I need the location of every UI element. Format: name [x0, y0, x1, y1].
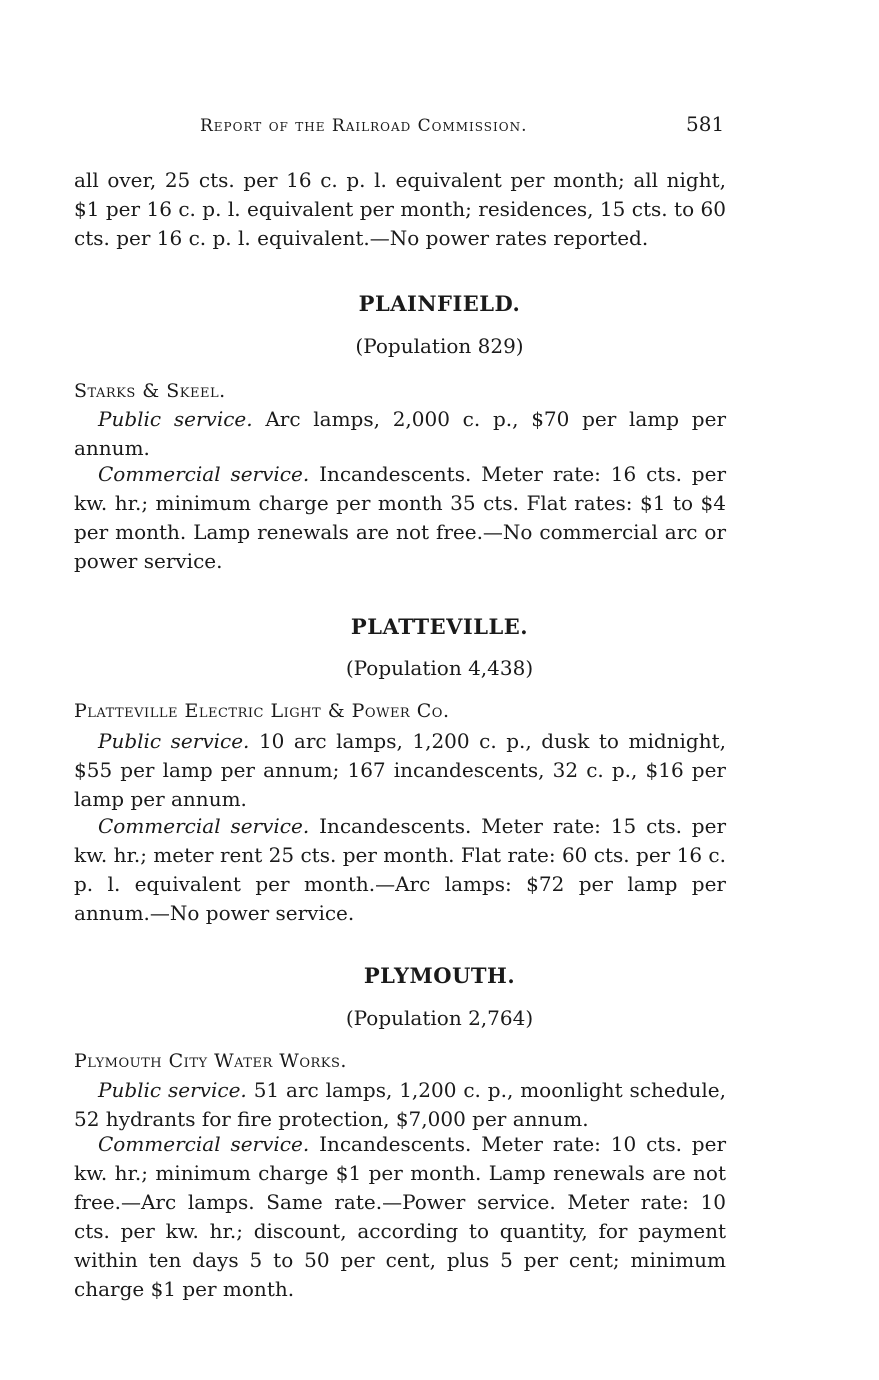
- public-service-plainfield: [74, 405, 726, 463]
- public-service-text: 51 arc lamps, 1,200 c. p., moonlight schedule, 52 hydrants for fire protection, $7,000 per annum.: [74, 1078, 727, 1131]
- commercial-service-text: Incandescents. Meter rate: 10 cts. per kw. hr.; minimum charge $1 per month. Lamp renewals are not free.—Arc lamps. Same rate.—Power service. Meter rate: 10 cts. per kw. hr.; discount, according to quantity, for payment within ten days 5 to 50 per cent, plus 5 per cent; minimum charge $1 per month.: [74, 1132, 727, 1301]
- running-header: [0, 112, 879, 142]
- commercial-service-text: Incandescents. Meter rate: 16 cts. per kw. hr.; minimum charge per month 35 cts. Flat rates: $1 to $4 per month. Lamp renewals are not free.—No commercial arc or power service.: [74, 462, 727, 573]
- company-name-plymouth: Plymouth City Water Works.: [74, 1050, 347, 1072]
- page-number: 581: [686, 112, 725, 136]
- public-service-text: Arc lamps, 2,000 c. p., $70 per lamp per annum.: [74, 407, 727, 460]
- public-service-text: 10 arc lamps, 1,200 c. p., dusk to midnight, $55 per lamp per annum; 167 incandescents, 32 c. p., $16 per lamp per annum.: [74, 729, 727, 811]
- section-heading-plymouth: PLYMOUTH.: [363, 963, 516, 988]
- running-title: Report of the Railroad Commission.: [200, 116, 528, 136]
- population-plymouth: (Population 2,764): [345, 1006, 534, 1030]
- intro-paragraph: all over, 25 cts. per 16 c. p. l. equivalent per month; all night, $1 per 16 c. p. l. equivalent per month; residences, 15 cts. to 60 cts. per 16 c. p. l. equivalent.—No power rates reported.: [74, 168, 726, 250]
- commercial-service-label: Commercial service.: [98, 1132, 310, 1156]
- commercial-service-plymouth: [74, 1130, 726, 1304]
- commercial-service-plainfield: [74, 460, 726, 576]
- commercial-service-label: Commercial service.: [98, 814, 310, 838]
- public-service-label: Public service.: [98, 1078, 247, 1102]
- population-platteville: (Population 4,438): [345, 656, 534, 680]
- company-name-plainfield: Starks & Skeel.: [74, 380, 226, 402]
- public-service-platteville: [74, 727, 726, 814]
- commercial-service-label: Commercial service.: [98, 462, 310, 486]
- company-name-platteville: Platteville Electric Light & Power Co.: [74, 700, 450, 722]
- public-service-plymouth: [74, 1076, 726, 1134]
- population-plainfield: (Population 829): [355, 334, 524, 358]
- section-heading-platteville: PLATTEVILLE.: [350, 614, 529, 639]
- commercial-service-text: Incandescents. Meter rate: 15 cts. per kw. hr.; meter rent 25 cts. per month. Flat rate: 60 cts. per 16 c. p. l. equivalent per month.—Arc lamps: $72 per lamp per annum.—No power service.: [74, 814, 727, 925]
- section-heading-plainfield: PLAINFIELD.: [358, 291, 521, 316]
- commercial-service-platteville: [74, 812, 726, 928]
- public-service-label: Public service.: [98, 729, 250, 753]
- public-service-label: Public service.: [98, 407, 253, 431]
